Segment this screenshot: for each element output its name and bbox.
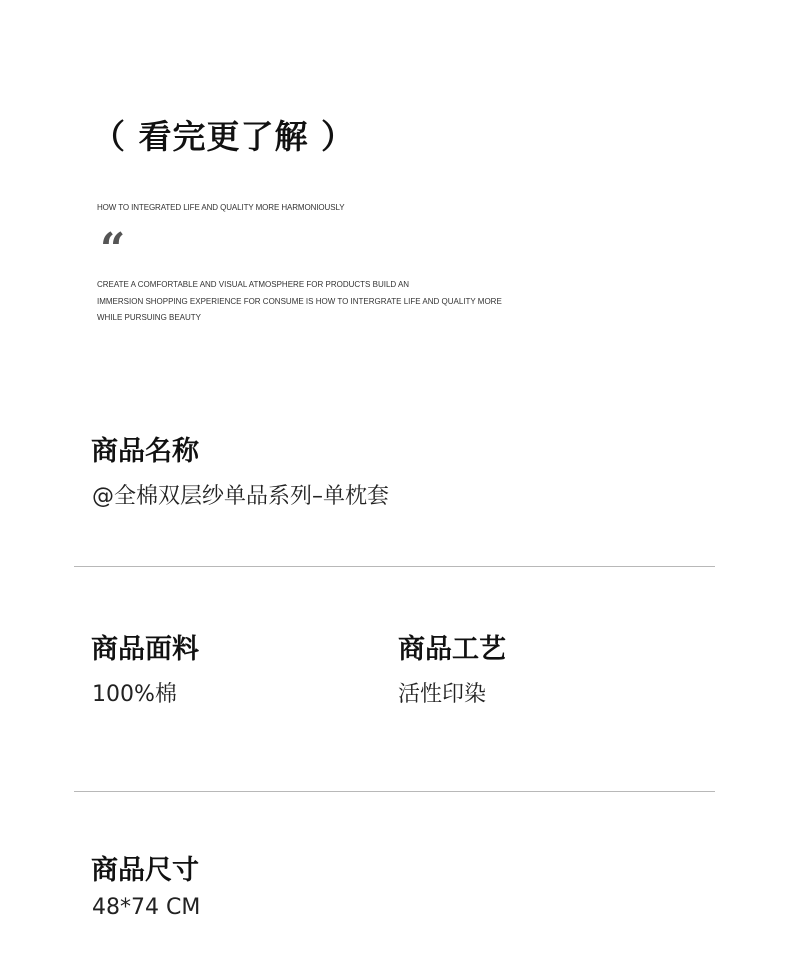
fabric-value: 100%棉 [92,682,177,707]
intro-paragraph [97,277,517,327]
intro-line: CREATE A COMFORTABLE AND VISUAL ATMOSPHERE FOR PRODUCTS BUILD AN [97,280,410,289]
intro-line: IMMERSION SHOPPING EXPERIENCE FOR CONSUME IS HOW TO INTERGRATE LIFE AND QUALITY MORE [97,296,502,306]
size-label: 商品尺寸 [91,855,199,886]
section-title: （ 看完更了解 ） [92,117,355,156]
craft-label: 商品工艺 [398,634,506,665]
product-name-value: @全棉双层纱单品系列–单枕套 [92,484,390,509]
divider [74,791,715,792]
fabric-label: 商品面料 [91,634,199,665]
intro-line: WHILE PURSUING BEAUTY [97,313,202,322]
size-value: 48*74 CM [92,895,201,920]
craft-value: 活性印染 [398,682,487,707]
section-subtitle: HOW TO INTEGRATED LIFE AND QUALITY MORE HARMONIOUSLY [97,203,345,212]
divider [74,566,715,567]
product-name-label: 商品名称 [91,436,199,467]
quote-mark-icon: “ [100,228,126,258]
